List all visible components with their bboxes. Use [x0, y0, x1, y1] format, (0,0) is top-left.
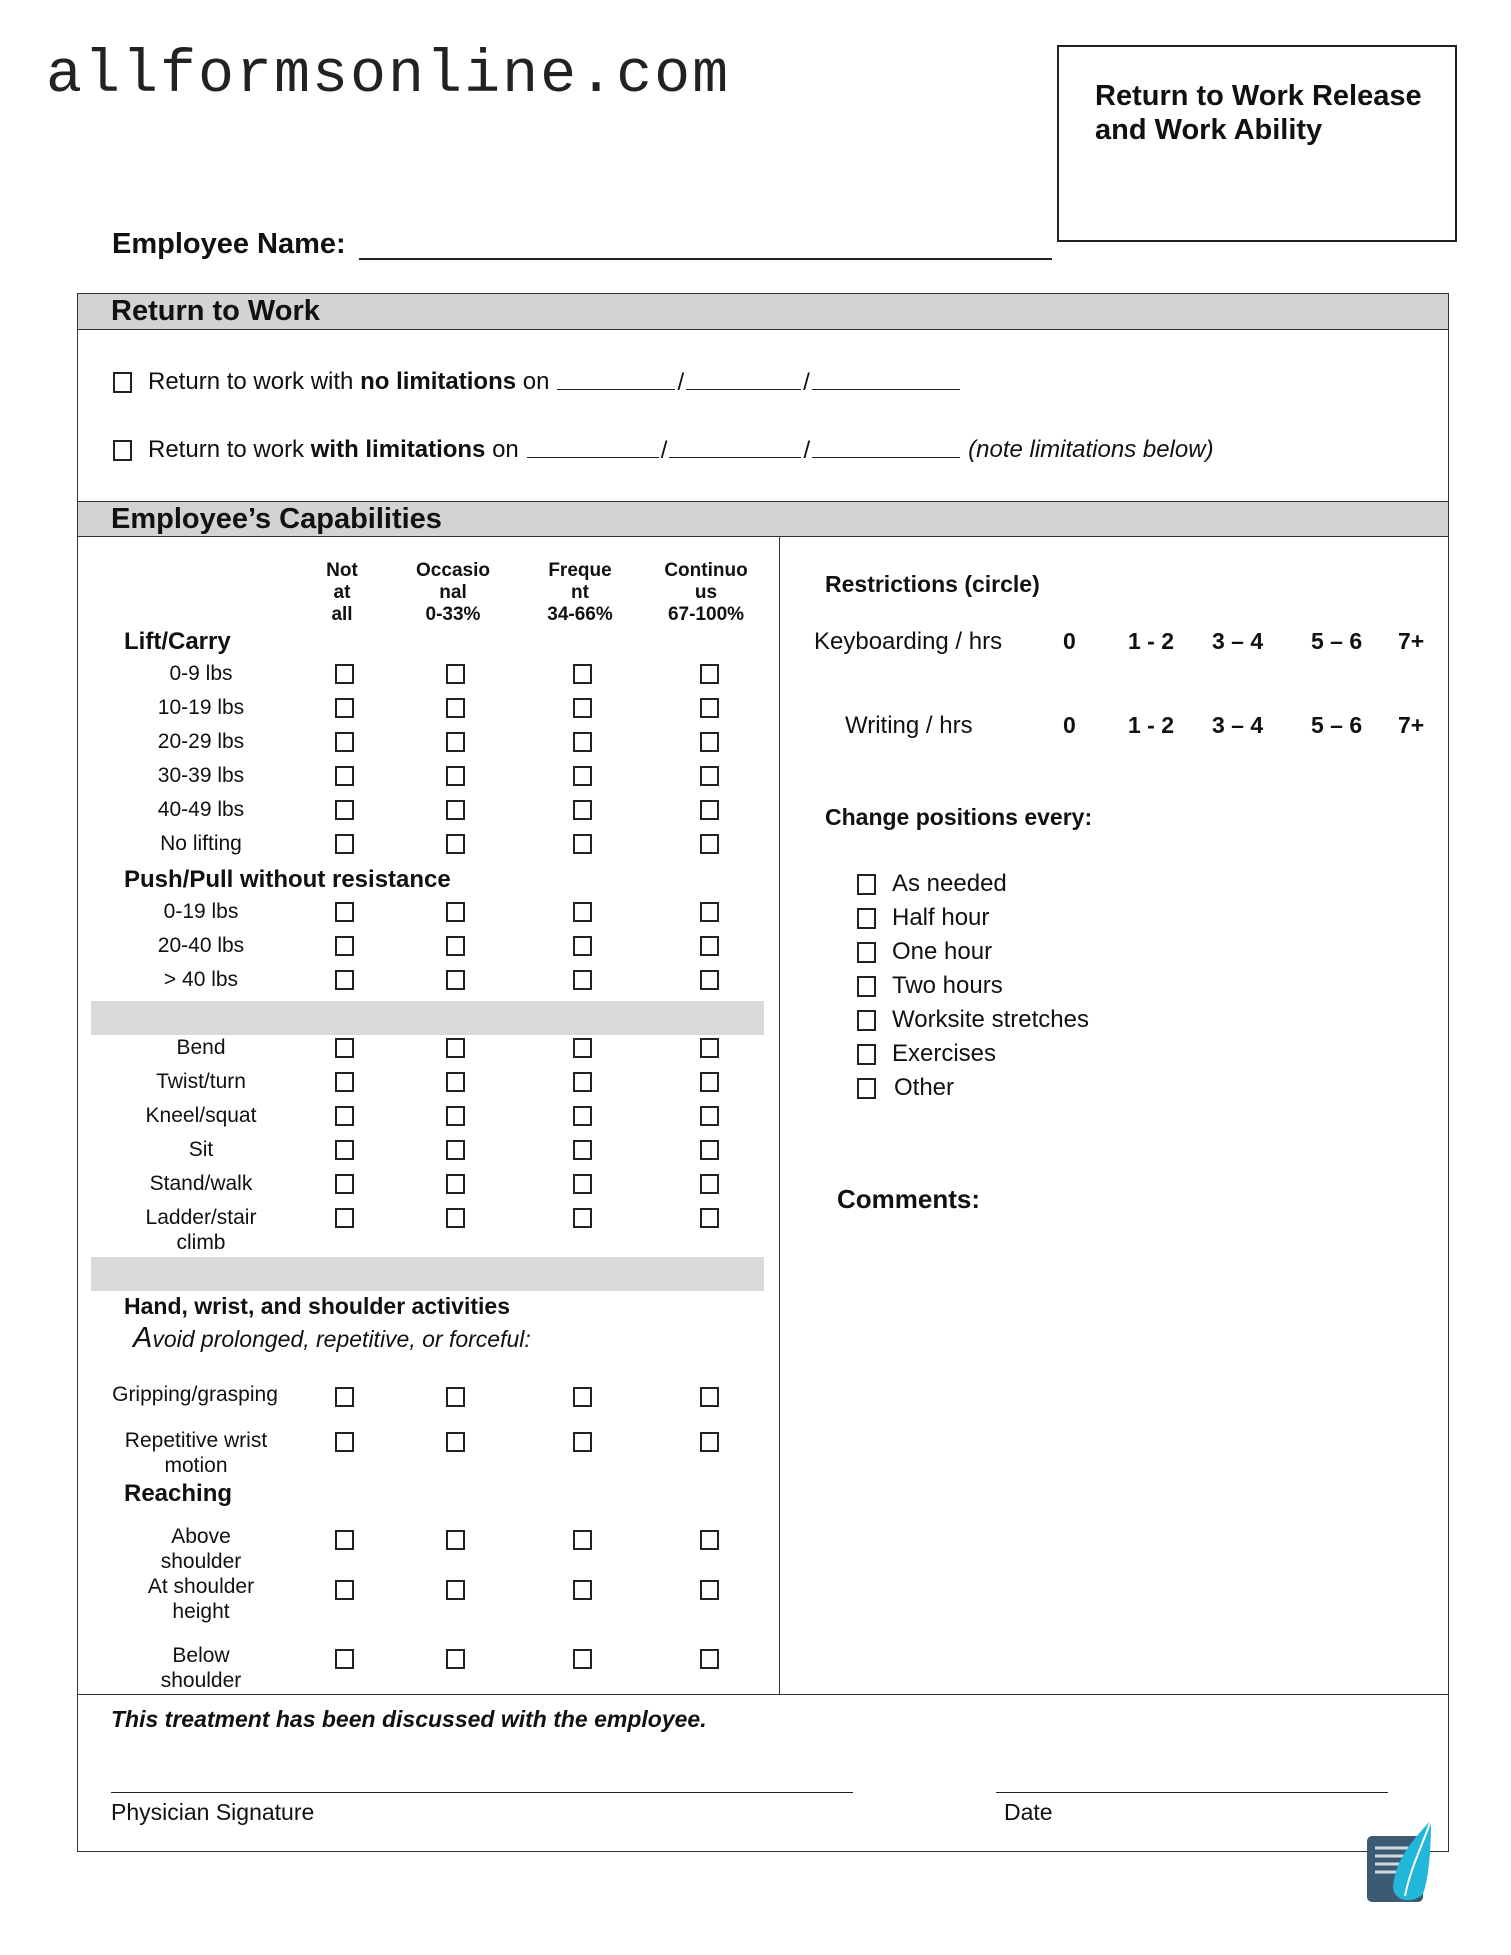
capability-checkbox[interactable]	[573, 732, 592, 752]
lift-row-label: 40-49 lbs	[157, 798, 245, 821]
capability-checkbox[interactable]	[700, 936, 719, 956]
date-field[interactable]	[996, 1792, 1388, 1793]
capability-checkbox[interactable]	[446, 1208, 465, 1228]
push-pull-title: Push/Pull without resistance	[124, 866, 451, 893]
form-body	[77, 293, 1449, 1852]
rtw-note: (note limitations below)	[968, 436, 1214, 463]
hand-row-label: Repetitive wrist	[124, 1429, 268, 1452]
lift-row-label: 20-29 lbs	[157, 730, 245, 753]
posture-row-label: climb	[176, 1231, 226, 1254]
change-option-two-hours[interactable]: Two hours	[857, 972, 1003, 1000]
capability-checkbox[interactable]	[573, 1387, 592, 1407]
capability-checkbox[interactable]	[446, 1530, 465, 1550]
capability-checkbox[interactable]	[573, 902, 592, 922]
push-row-label: 0-19 lbs	[163, 900, 239, 923]
capabilities-header	[78, 501, 1448, 537]
rtw-option2-suffix: on	[485, 436, 519, 463]
lift-carry-title: Lift/Carry	[124, 628, 231, 655]
capability-checkbox[interactable]	[335, 1208, 354, 1228]
capability-checkbox[interactable]	[700, 1174, 719, 1194]
physician-signature-field[interactable]	[111, 1792, 853, 1793]
change-option-exercises[interactable]: Exercises	[857, 1040, 996, 1068]
capability-checkbox[interactable]	[335, 766, 354, 786]
rtw-no-limitations-checkbox[interactable]	[113, 372, 132, 393]
date-label: Date	[1004, 1799, 1053, 1825]
capability-checkbox[interactable]	[700, 834, 719, 854]
keyboarding-option[interactable]: 5 – 6	[1311, 628, 1363, 654]
capability-checkbox[interactable]	[446, 1174, 465, 1194]
posture-row-label: Ladder/stair	[145, 1206, 257, 1229]
comments-label: Comments:	[837, 1184, 981, 1214]
capability-checkbox[interactable]	[573, 698, 592, 718]
capability-checkbox[interactable]	[446, 1038, 465, 1058]
rtw-option2-bold: with limitations	[310, 436, 486, 463]
capability-checkbox[interactable]	[700, 1432, 719, 1452]
writing-option[interactable]: 3 – 4	[1212, 712, 1264, 738]
employee-name-field[interactable]	[359, 258, 1052, 260]
treatment-statement: This treatment has been discussed with the employee.	[111, 1706, 707, 1732]
posture-row-label: Kneel/squat	[145, 1104, 257, 1127]
lift-row-label: 30-39 lbs	[157, 764, 245, 787]
section-separator	[91, 1001, 764, 1035]
capability-checkbox[interactable]	[700, 1140, 719, 1160]
capability-checkbox[interactable]	[446, 1432, 465, 1452]
capability-checkbox[interactable]	[446, 732, 465, 752]
form-title-box	[1057, 45, 1457, 242]
capability-checkbox[interactable]	[335, 1174, 354, 1194]
posture-row-label: Twist/turn	[156, 1070, 246, 1093]
writing-option[interactable]: 5 – 6	[1311, 712, 1363, 738]
capability-checkbox[interactable]	[335, 834, 354, 854]
capability-checkbox[interactable]	[573, 766, 592, 786]
physician-signature-label: Physician Signature	[111, 1799, 315, 1825]
push-row-label: > 40 lbs	[163, 968, 239, 991]
capability-checkbox[interactable]	[446, 664, 465, 684]
capability-checkbox[interactable]	[446, 1387, 465, 1407]
reach-row-label: At shoulder	[147, 1575, 255, 1598]
capability-checkbox[interactable]	[700, 1072, 719, 1092]
capability-checkbox[interactable]	[446, 766, 465, 786]
reach-row-label: Above	[171, 1525, 231, 1548]
capability-checkbox[interactable]	[700, 1208, 719, 1228]
rtw-option2-prefix: Return to work	[148, 436, 311, 463]
restrictions-title: Restrictions (circle)	[825, 571, 1040, 597]
section-separator	[91, 1257, 764, 1291]
return-to-work-heading: Return to Work	[111, 295, 320, 327]
capability-checkbox[interactable]	[335, 800, 354, 820]
capability-checkbox[interactable]	[573, 800, 592, 820]
site-watermark: allformsonline.com	[46, 42, 731, 110]
capability-checkbox[interactable]	[335, 664, 354, 684]
capability-checkbox[interactable]	[446, 1072, 465, 1092]
col-header-continuous: Continuo us 67-100%	[664, 560, 748, 625]
rtw-option1-prefix: Return to work with	[148, 368, 361, 395]
posture-row-label: Sit	[188, 1138, 214, 1161]
writing-option[interactable]: 1 - 2	[1128, 712, 1175, 738]
keyboarding-option[interactable]: 7+	[1398, 628, 1425, 654]
rtw-with-limitations-row	[113, 435, 1214, 465]
capability-checkbox[interactable]	[700, 1038, 719, 1058]
hand-note: Avoid prolonged, repetitive, or forceful:	[133, 1322, 531, 1354]
capability-checkbox[interactable]	[335, 1072, 354, 1092]
capability-checkbox[interactable]	[335, 1387, 354, 1407]
capability-checkbox[interactable]	[573, 936, 592, 956]
change-option-worksite-stretches[interactable]: Worksite stretches	[857, 1006, 1089, 1034]
rtw-option1-suffix: on	[516, 368, 550, 395]
capability-checkbox[interactable]	[446, 902, 465, 922]
capability-checkbox[interactable]	[335, 902, 354, 922]
reaching-title: Reaching	[124, 1480, 233, 1507]
capability-checkbox[interactable]	[700, 698, 719, 718]
change-positions-title: Change positions every:	[825, 804, 1093, 830]
capability-checkbox[interactable]	[573, 1072, 592, 1092]
capability-checkbox[interactable]	[573, 834, 592, 854]
capability-checkbox[interactable]	[335, 732, 354, 752]
capability-checkbox[interactable]	[573, 664, 592, 684]
capability-checkbox[interactable]	[335, 1038, 354, 1058]
capability-checkbox[interactable]	[335, 1140, 354, 1160]
capabilities-heading: Employee’s Capabilities	[111, 503, 442, 535]
capability-checkbox[interactable]	[335, 1106, 354, 1126]
reach-row-label: shoulder	[160, 1550, 242, 1573]
change-option-half-hour[interactable]: Half hour	[857, 904, 989, 932]
reach-row-label: shoulder	[160, 1669, 242, 1692]
hand-title: Hand, wrist, and shoulder activities	[124, 1293, 510, 1319]
keyboarding-option[interactable]: 1 - 2	[1128, 628, 1175, 654]
capability-checkbox[interactable]	[335, 698, 354, 718]
push-row-label: 20-40 lbs	[157, 934, 245, 957]
capability-checkbox[interactable]	[446, 1580, 465, 1600]
lift-row-label: 10-19 lbs	[157, 696, 245, 719]
capability-checkbox[interactable]	[335, 936, 354, 956]
capability-checkbox[interactable]	[700, 1649, 719, 1669]
capability-checkbox[interactable]	[446, 970, 465, 990]
col-header-not-at-all: Not at all	[326, 560, 358, 625]
hand-row-label: motion	[164, 1454, 228, 1477]
capability-checkbox[interactable]	[700, 1580, 719, 1600]
posture-row-label: Stand/walk	[149, 1172, 253, 1195]
rtw-date2[interactable]: / /	[527, 435, 960, 465]
rtw-date1[interactable]: / /	[557, 367, 959, 397]
col-header-frequent: Freque nt 34-66%	[547, 560, 613, 625]
capability-checkbox[interactable]	[335, 1530, 354, 1550]
lift-row-label: No lifting	[160, 832, 242, 855]
lift-row-label: 0-9 lbs	[169, 662, 233, 685]
capability-checkbox[interactable]	[335, 1580, 354, 1600]
capability-checkbox[interactable]	[700, 732, 719, 752]
capability-checkbox[interactable]	[700, 902, 719, 922]
capability-checkbox[interactable]	[446, 1140, 465, 1160]
capability-checkbox[interactable]	[700, 800, 719, 820]
column-divider	[779, 537, 780, 1694]
capability-checkbox[interactable]	[573, 1530, 592, 1550]
capability-checkbox[interactable]	[573, 970, 592, 990]
keyboarding-label: Keyboarding / hrs	[814, 628, 1003, 655]
capability-checkbox[interactable]	[700, 1530, 719, 1550]
writing-label: Writing / hrs	[845, 712, 973, 739]
capability-checkbox[interactable]	[335, 970, 354, 990]
rtw-no-limitations-row	[113, 367, 960, 397]
reach-row-label: Below	[172, 1644, 230, 1667]
capability-checkbox[interactable]	[446, 698, 465, 718]
capability-checkbox[interactable]	[573, 1208, 592, 1228]
capability-checkbox[interactable]	[446, 936, 465, 956]
writing-option[interactable]: 0	[1063, 712, 1076, 738]
keyboarding-option[interactable]: 3 – 4	[1212, 628, 1264, 654]
capability-checkbox[interactable]	[446, 800, 465, 820]
posture-row-label: Bend	[176, 1036, 226, 1059]
return-to-work-header	[78, 294, 1448, 330]
capability-checkbox[interactable]	[573, 1432, 592, 1452]
change-option-one-hour[interactable]: One hour	[857, 938, 992, 966]
capability-checkbox[interactable]	[573, 1140, 592, 1160]
capability-checkbox[interactable]	[700, 1387, 719, 1407]
capability-checkbox[interactable]	[573, 1649, 592, 1669]
keyboarding-option[interactable]: 0	[1063, 628, 1076, 654]
rtw-with-limitations-checkbox[interactable]	[113, 440, 132, 461]
comments-area[interactable]	[798, 1229, 1428, 1679]
capability-checkbox[interactable]	[700, 970, 719, 990]
capability-checkbox[interactable]	[573, 1106, 592, 1126]
capability-checkbox[interactable]	[573, 1174, 592, 1194]
capability-checkbox[interactable]	[700, 1106, 719, 1126]
capability-checkbox[interactable]	[335, 1649, 354, 1669]
reach-row-label: height	[172, 1600, 230, 1623]
employee-name-label: Employee Name:	[112, 228, 346, 260]
hand-row-label: Gripping/grasping	[112, 1383, 278, 1406]
form-title: Return to Work Release and Work Ability	[1095, 80, 1422, 146]
capability-checkbox[interactable]	[446, 1106, 465, 1126]
writing-option[interactable]: 7+	[1398, 712, 1425, 738]
capability-checkbox[interactable]	[573, 1580, 592, 1600]
capability-checkbox[interactable]	[446, 834, 465, 854]
col-header-occasional: Occasio nal 0-33%	[416, 560, 490, 625]
change-option-as-needed[interactable]: As needed	[857, 870, 1007, 898]
document-logo-icon	[1365, 1818, 1433, 1906]
capability-checkbox[interactable]	[573, 1038, 592, 1058]
capability-checkbox[interactable]	[700, 766, 719, 786]
change-option-other[interactable]: Other	[857, 1074, 954, 1102]
signature-divider	[78, 1694, 1448, 1695]
rtw-option1-bold: no limitations	[360, 368, 517, 395]
capability-checkbox[interactable]	[335, 1432, 354, 1452]
capability-checkbox[interactable]	[700, 664, 719, 684]
capability-checkbox[interactable]	[446, 1649, 465, 1669]
